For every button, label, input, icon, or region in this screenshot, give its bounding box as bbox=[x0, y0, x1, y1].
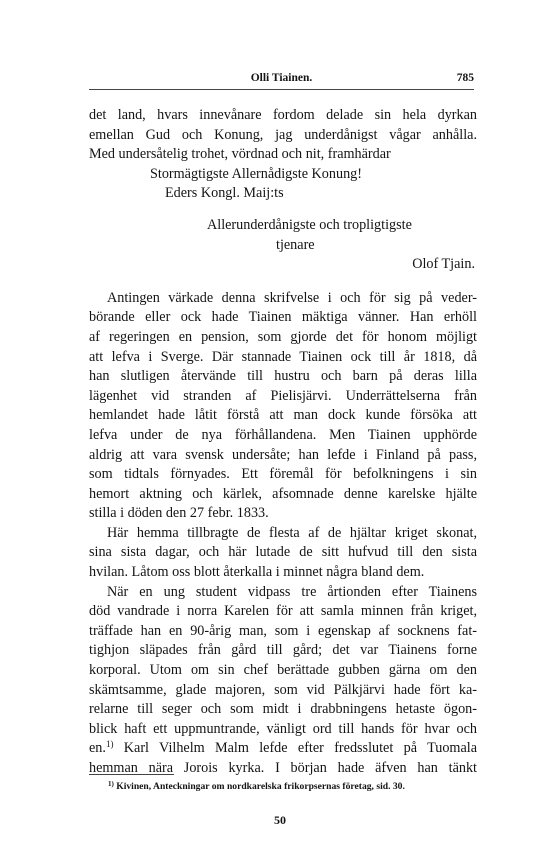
text-line: träffade han en 90-årig man, som i egenskap af socknens fat- bbox=[89, 622, 477, 639]
text-line: sina sista dagar, och här lutade de sitt hufvud till den sista bbox=[89, 544, 477, 561]
salutation-line: Eders Kongl. Maij:ts bbox=[165, 185, 284, 202]
text-line: lägenhet vid stranden af Pielisjärvi. Underrättelserna från bbox=[89, 387, 477, 404]
text-line: När en ung student vidpass tre årtionden efter Tiainens bbox=[107, 583, 477, 600]
text-fragment: en. bbox=[89, 740, 106, 757]
text-line: lefva under de nya förhållandena. Men Tiainen upphörde bbox=[89, 426, 477, 443]
text-line: Med undersåtelig trohet, vördnad och nit, framhärdar bbox=[89, 146, 391, 163]
header-rule bbox=[89, 89, 474, 90]
text-line: af regeringen en pension, som gjorde det för honom möjligt bbox=[89, 328, 477, 345]
footnote-mark: 1) bbox=[108, 780, 114, 788]
footnote-rule bbox=[89, 774, 174, 775]
text-line: han slutligen återvände till hustru och barn på deras lilla bbox=[89, 368, 477, 385]
footnote bbox=[108, 781, 488, 792]
page-number: 785 bbox=[456, 72, 474, 84]
text-line: blick haft ett uppmuntrande, vänligt ord till hands för hvar och bbox=[89, 720, 477, 737]
text-line: relarne till seger och som midt i drabbningens hetaste ögon- bbox=[89, 701, 477, 718]
text-line bbox=[89, 739, 477, 759]
text-fragment: Karl Vilhelm Malm lefde efter fredsslutet på Tuomala bbox=[113, 740, 477, 757]
text-line: att lefva i Sverge. Där stannade Tiainen ock till år 1818, då bbox=[89, 348, 477, 365]
text-line: tighjon släpades från gård till gård; det var Tiainens forne bbox=[89, 642, 477, 659]
text-line: aldrig att vara svensk undersåte; han lefde i Finland på pass, bbox=[89, 446, 477, 463]
signature-mark: 50 bbox=[274, 813, 286, 827]
footnote-text: Kivinen, Anteckningar om nordkarelska frikorpsernas företag, sid. 30. bbox=[113, 781, 405, 792]
text-line: hemman nära Jorois kyrka. I början hade äfven han tänkt bbox=[89, 760, 477, 776]
text-line: hvilan. Låtom oss blott återkalla i minnet några bland dem. bbox=[89, 564, 425, 581]
salutation-line: Stormägtigste Allernådigste Konung! bbox=[150, 165, 362, 182]
text-line: börande eller ock hade Tiainen mäktiga vänner. Han erhöll bbox=[89, 309, 477, 326]
text-line: Här hemma tillbragte de flesta af de hjältar kriget skonat, bbox=[107, 524, 477, 541]
text-line: skämtsamme, glade majoren, som vid Pälkjärvi hade fört ka- bbox=[89, 681, 477, 698]
body-text bbox=[89, 106, 477, 779]
text-line: Antingen värkade denna skrifvelse i och för sig på veder- bbox=[107, 289, 477, 306]
text-line: stilla i döden den 27 febr. 1833. bbox=[89, 505, 269, 522]
running-header bbox=[89, 72, 474, 88]
text-line: det land, hvars innevånare fordom delade sin hela dyrkan bbox=[89, 107, 477, 123]
text-line: hemort aktning och kärlek, afsomnade denne karelske hjälte bbox=[89, 485, 477, 502]
signature-line: Olof Tjain. bbox=[412, 256, 475, 273]
text-line: död vandrade i norra Karelen för att samla minnen från kriget, bbox=[89, 603, 477, 620]
text-line: som tidtals förnyades. Ett föremål för befolkningens i sin bbox=[89, 466, 477, 483]
closing-line: Allerunderdånigste och tropligtigste bbox=[207, 216, 412, 233]
text-line: emellan Gud och Konung, jag underdånigst vågar anhålla. bbox=[89, 126, 477, 143]
running-title: Olli Tiainen. bbox=[250, 72, 313, 84]
text-line: hemlandet hade låtit förstå att man dock kunde försöka att bbox=[89, 407, 477, 424]
text-line: korporal. Utom om sin chef berättade gubben gärna om den bbox=[89, 662, 477, 679]
footnote-reference: 1) bbox=[105, 739, 114, 750]
closing-line: tjenare bbox=[276, 236, 315, 253]
